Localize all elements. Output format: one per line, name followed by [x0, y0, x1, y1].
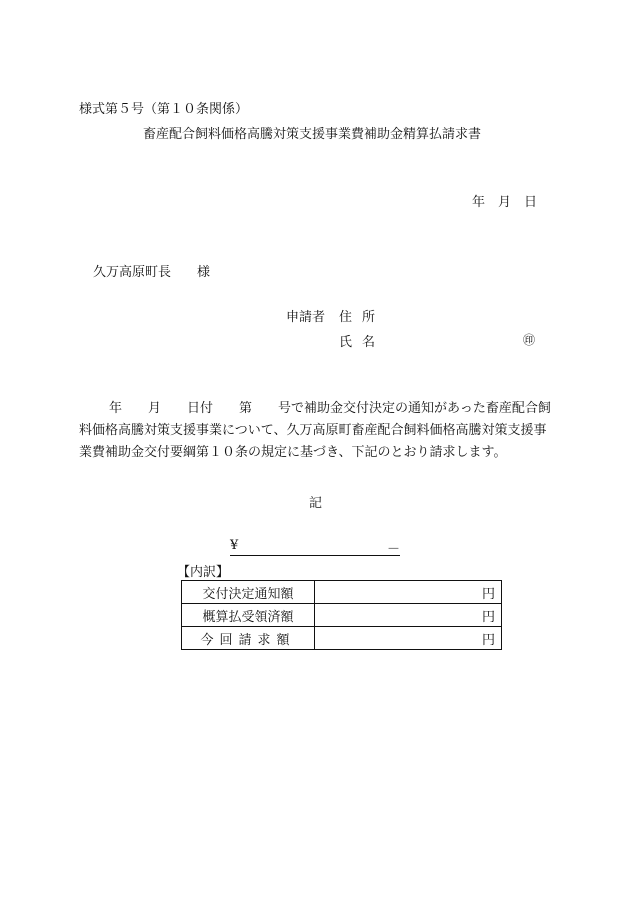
- row-amount-cell: 円: [315, 604, 502, 627]
- name-label: 氏名: [339, 335, 386, 350]
- recipient: 久万高原町長 様: [93, 265, 211, 280]
- row-item-label: 概算払受領済額: [182, 604, 315, 627]
- address-label: 住所: [339, 310, 386, 325]
- yen-symbol: ¥: [230, 538, 239, 553]
- row-amount-cell: 円: [315, 627, 502, 650]
- body-text: 年 月 日付 第 号で補助金交付決定の通知があった畜産配合飼料価格高騰対策支援事業について、久万高原町畜産配合飼料価格高騰対策支援事業費補助金交付要綱第１０条の規定に基づき、下記のとおり請求します。: [79, 401, 551, 460]
- applicant-label: 申請者: [286, 310, 326, 325]
- table-row: [182, 627, 502, 650]
- amount-dash: －: [386, 542, 400, 557]
- form-number: 様式第５号（第１０条関係）: [79, 102, 249, 117]
- amount-line: [230, 538, 400, 556]
- row-item-label: 交付決定通知額: [182, 581, 315, 604]
- seal-mark: ㊞: [523, 333, 536, 347]
- ki-heading: 記: [309, 496, 323, 511]
- document-title: 畜産配合飼料価格高騰対策支援事業費補助金精算払請求書: [143, 127, 482, 142]
- breakdown-label: 【内訳】: [177, 565, 230, 580]
- row-amount-cell: 円: [315, 581, 502, 604]
- table-row: [182, 581, 502, 604]
- breakdown-table: [181, 580, 502, 650]
- table-row: [182, 604, 502, 627]
- row-item-label: 今回請求額: [182, 627, 315, 650]
- date-line: 年 月 日: [472, 195, 538, 210]
